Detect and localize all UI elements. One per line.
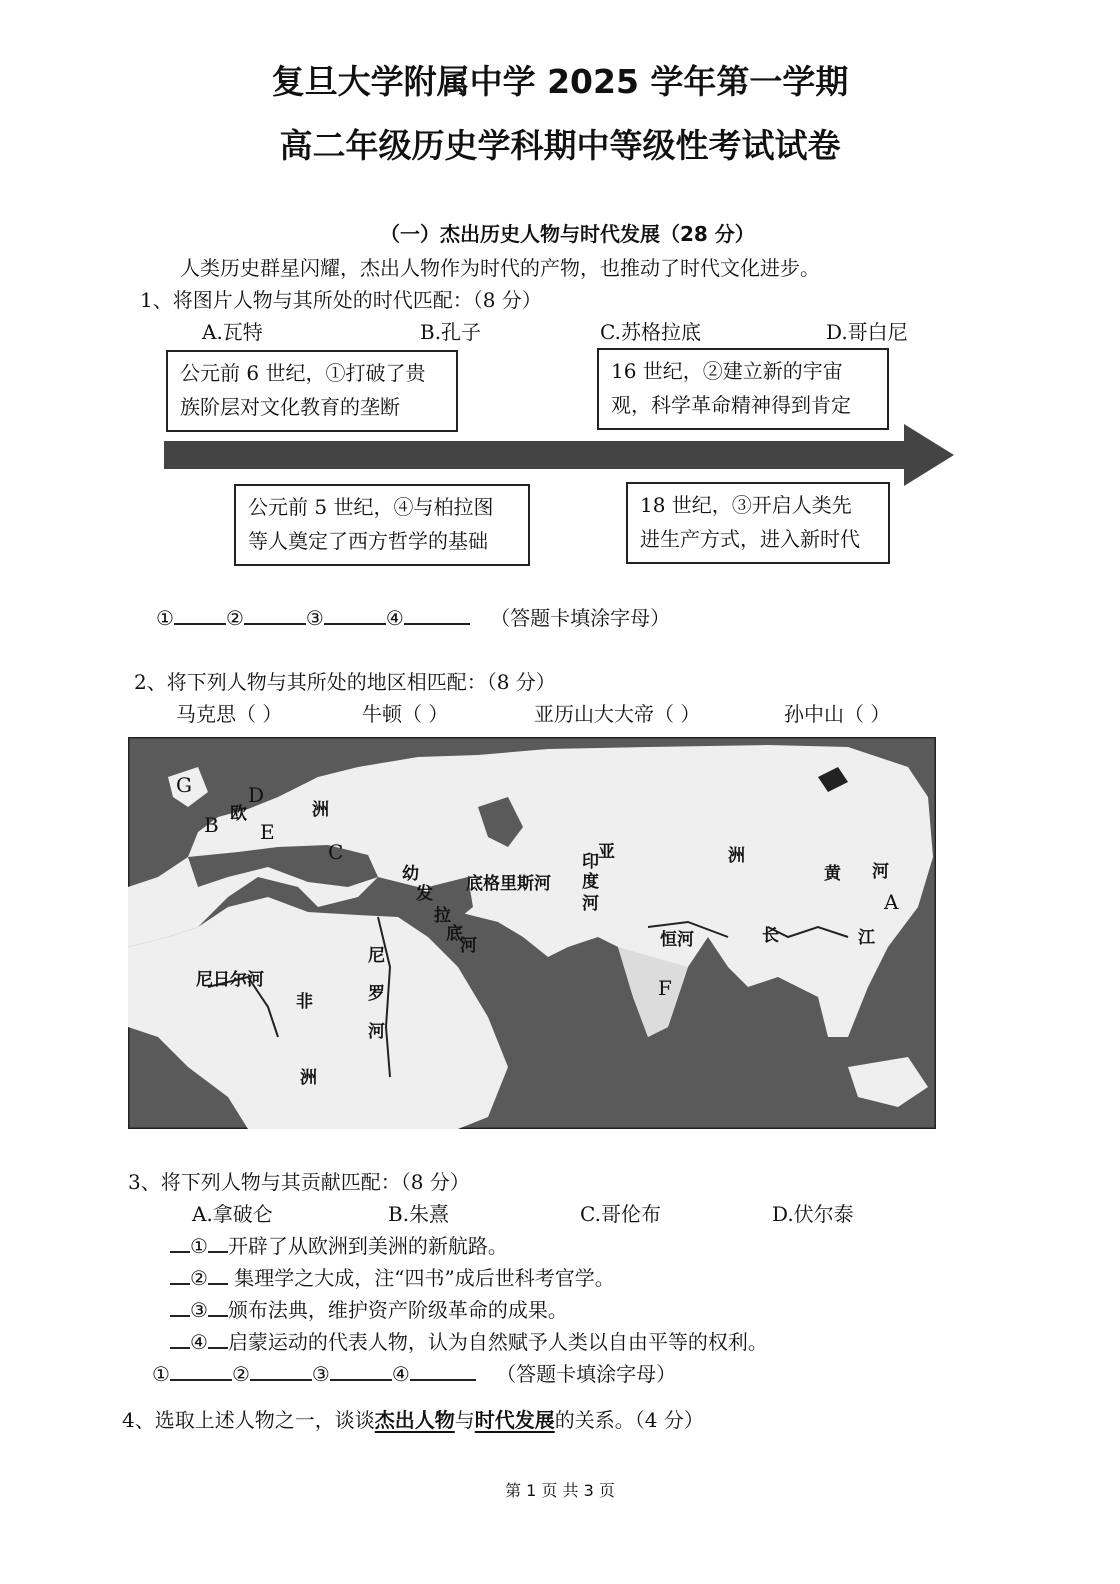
box-line: 16 世纪，②建立新的宇宙 [611,359,843,383]
item-blank[interactable] [208,1263,228,1285]
box-line: 公元前 6 世纪，①打破了贵 [180,361,426,385]
map-letter-c: C [328,840,344,864]
map-label-huanghe: 黄 [824,864,841,884]
map-label-indus: 度 [582,872,599,892]
q2-person-sun-yatsen: 孙中山（ ） [784,702,891,726]
item-text: 启蒙运动的代表人物，认为自然赋予人类以自由平等的权利。 [227,1330,768,1354]
answer-mark: ④ [391,1362,410,1386]
timeline-box-5th-bc [234,484,530,566]
map-letter-a: A [884,890,899,914]
q2-prompt: 2、将下列人物与其所处的地区相匹配：（8 分） [134,670,556,694]
page-footer: 第 1 页 共 3 页 [505,1481,615,1500]
exam-title-line2: 高二年级历史学科期中等级性考试试卷 [279,126,841,165]
q1-option-c: C.苏格拉底 [600,320,701,344]
map-letter-d: D [248,783,265,807]
map-label-zhou2: 洲 [728,846,745,866]
map-label-zhou3: 洲 [300,1068,317,1088]
map-label-nile: 罗 [368,984,385,1004]
answer-blank-1[interactable] [174,603,226,625]
answer-mark: ③ [311,1362,330,1386]
section-heading: （一）杰出历史人物与时代发展（28 分） [380,222,755,246]
timeline-box-18th [626,482,890,564]
q4-suffix: 的关系。（4 分） [554,1408,704,1432]
map-label-fei: 非 [296,992,313,1012]
answer-blank-4[interactable] [410,1359,476,1381]
map-letter-g: G [176,773,192,797]
map-label-niger: 尼日尔河 [196,970,264,990]
answer-blank-4[interactable] [404,603,470,625]
item-blank[interactable] [208,1295,228,1317]
answer-blank-2[interactable] [244,603,306,625]
map-label-huanghe: 河 [872,862,889,882]
map-label-indus: 河 [582,894,599,914]
box-line: 公元前 5 世纪，④与柏拉图 [248,495,494,519]
item-blank[interactable] [208,1231,228,1253]
q4-prompt [122,1404,704,1433]
q3-option-c: C.哥伦布 [580,1202,661,1226]
map-label-eu: 底 [446,924,463,944]
answer-mark: ④ [385,606,404,630]
item-blank[interactable] [170,1327,190,1349]
q2-person-marx: 马克思（ ） [176,702,283,726]
box-line: 18 世纪，③开启人类先 [640,493,852,517]
map-label-changjiang: 长 [762,926,779,946]
box-line: 观，科学革命精神得到肯定 [611,393,851,417]
box-line: 族阶层对文化教育的垄断 [180,395,400,419]
timeline-arrow [160,420,960,490]
answer-mark: ② [225,606,244,630]
q4-mid: 与 [454,1408,475,1432]
q3-prompt: 3、将下列人物与其贡献匹配：（8 分） [128,1170,470,1194]
answer-blank-1[interactable] [170,1359,232,1381]
answer-mark: ① [156,606,174,630]
map-label-eu: 幼 [402,864,419,884]
world-map [128,737,936,1129]
map-label-indus: 印 [582,852,599,872]
map-label-eu: 拉 [434,906,451,926]
q3-answer-line [152,1358,676,1387]
answer-mark: ① [152,1362,170,1386]
answer-mark: ③ [305,606,324,630]
item-text: 颁布法典，维护资产阶级革命的成果。 [227,1298,568,1322]
item-mark: ④ [190,1330,208,1354]
q3-option-d: D.伏尔泰 [772,1202,854,1226]
map-label-eu: 河 [460,936,477,956]
answer-note: （答题卡填涂字母） [496,1362,677,1386]
item-blank[interactable] [170,1295,190,1317]
q3-item-4 [170,1326,768,1355]
item-mark: ② [190,1266,208,1290]
q2-person-newton: 牛顿（ ） [362,702,449,726]
map-letter-b: B [204,813,219,837]
map-label-eu: 发 [416,884,433,904]
map-label-zhou1: 洲 [312,800,329,820]
box-line: 等人奠定了西方哲学的基础 [248,529,488,553]
answer-blank-3[interactable] [324,603,386,625]
map-letter-e: E [260,820,275,844]
q1-prompt: 1、将图片人物与其所处的时代匹配：（8 分） [140,288,542,312]
section-intro: 人类历史群星闪耀，杰出人物作为时代的产物，也推动了时代文化进步。 [180,256,820,280]
map-label-changjiang: 江 [858,928,875,948]
item-text: 开辟了从欧洲到美洲的新航路。 [227,1234,508,1258]
box-line: 进生产方式，进入新时代 [640,527,860,551]
q3-option-a: A.拿破仑 [192,1202,273,1226]
item-text: 集理学之大成，注“四书”成后世科考官学。 [227,1266,615,1290]
exam-title-line1: 复旦大学附属中学 2025 学年第一学期 [271,62,849,101]
map-label-nile: 河 [368,1022,385,1042]
answer-note: （答题卡填涂字母） [490,606,671,630]
item-mark: ① [190,1234,208,1258]
answer-mark: ② [231,1362,250,1386]
answer-blank-2[interactable] [250,1359,312,1381]
map-label-nile: 尼 [368,946,385,966]
map-label-tigris: 底格里斯河 [466,874,551,894]
item-mark: ③ [190,1298,208,1322]
q3-item-3 [170,1294,568,1323]
q3-item-1 [170,1230,508,1259]
map-label-ou: 欧 [230,804,247,824]
q4-prefix: 4、选取上述人物之一，谈谈 [122,1408,375,1432]
q1-option-d: D.哥白尼 [826,320,908,344]
q2-person-alexander: 亚历山大大帝（ ） [534,702,701,726]
q3-option-b: B.朱熹 [388,1202,450,1226]
q3-item-2 [170,1262,615,1291]
q1-option-b: B.孔子 [420,320,482,344]
item-blank[interactable] [170,1231,190,1253]
q4-underline-2: 时代发展 [474,1408,555,1432]
q4-underline-1: 杰出人物 [374,1408,455,1432]
q1-answer-line [156,602,670,631]
item-blank[interactable] [208,1327,228,1349]
item-blank[interactable] [170,1263,190,1285]
q1-option-a: A.瓦特 [202,320,263,344]
timeline-box-16th [597,348,889,430]
map-label-ya: 亚 [598,842,615,862]
answer-blank-3[interactable] [330,1359,392,1381]
map-label-ganges: 恒河 [660,930,694,950]
map-letter-f: F [658,976,672,1000]
